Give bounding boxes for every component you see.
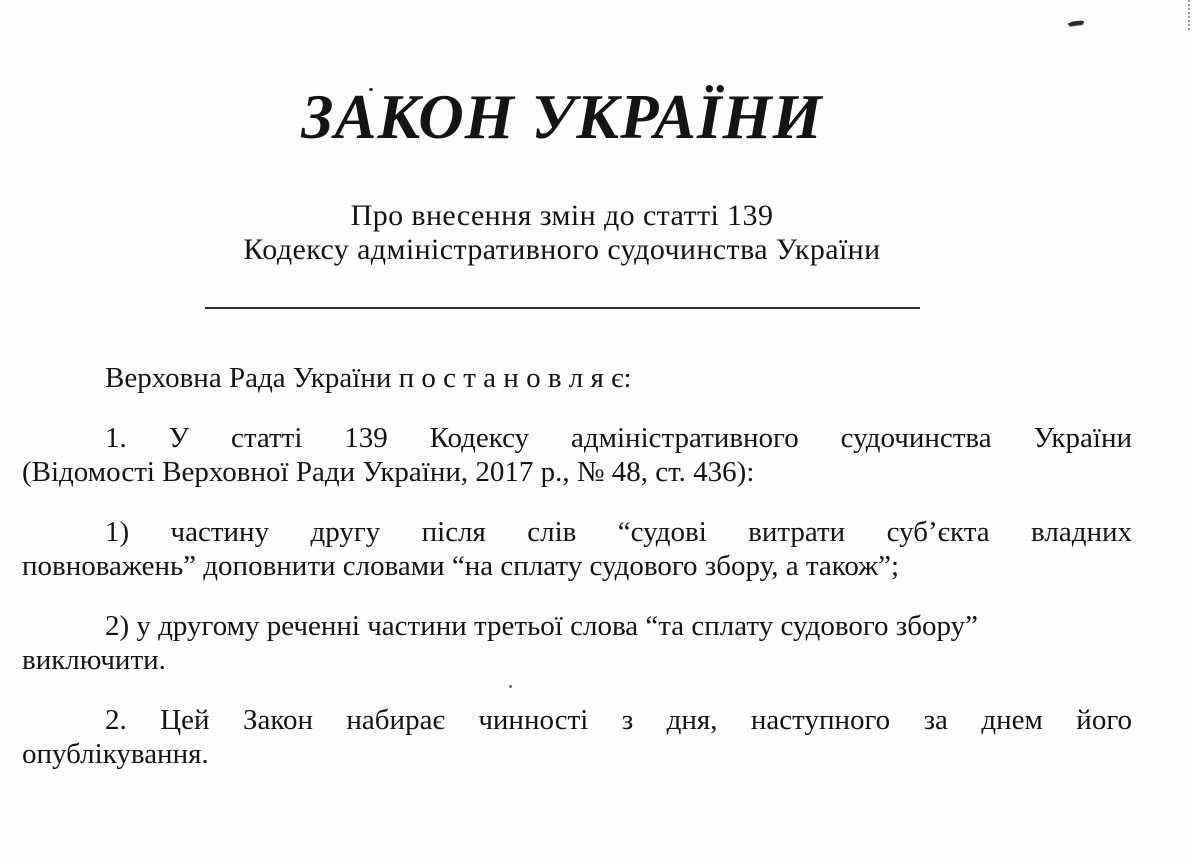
paragraph-line: 1. У статті 139 Кодексу адміністративного судочинства України: [105, 421, 1132, 454]
scan-artifact-dotted-edge: [1188, 0, 1190, 30]
paragraph-article-2: [22, 703, 1132, 771]
document-body: [22, 0, 1132, 771]
paragraph-line: виключити.: [22, 643, 166, 676]
paragraph-line: опублікування.: [22, 737, 209, 770]
paragraph-article-1: [22, 421, 1132, 489]
subtitle-line: Кодексу адміністративного судочинства України: [243, 232, 881, 266]
paragraph-line: 2) у другому реченні частини третьої слова “та сплату судового збору”: [105, 609, 978, 642]
preamble-text: Верховна Рада України п о с т а н о в л я є:: [105, 361, 632, 394]
paragraph-line: (Відомості Верховної Ради України, 2017 р., № 48, ст. 436):: [22, 455, 755, 488]
paragraph-item-1: [22, 515, 1132, 583]
paragraph-line: 1) частину другу після слів “судові витрати суб’єкта владних: [105, 515, 1132, 548]
paragraph-line: повноважень” доповнити словами “на сплату судового збору, а також”;: [22, 549, 900, 582]
paragraph-item-2: [22, 609, 1132, 677]
title-divider-line: [205, 307, 920, 309]
document-subtitle: [22, 199, 1102, 267]
subtitle-line: Про внесення змін до статті 139: [350, 198, 774, 232]
paragraph-line: 2. Цей Закон набирає чинності з дня, наступного за днем його: [105, 703, 1132, 736]
document-title: ЗАКОН УКРАЇНИ: [301, 82, 823, 152]
